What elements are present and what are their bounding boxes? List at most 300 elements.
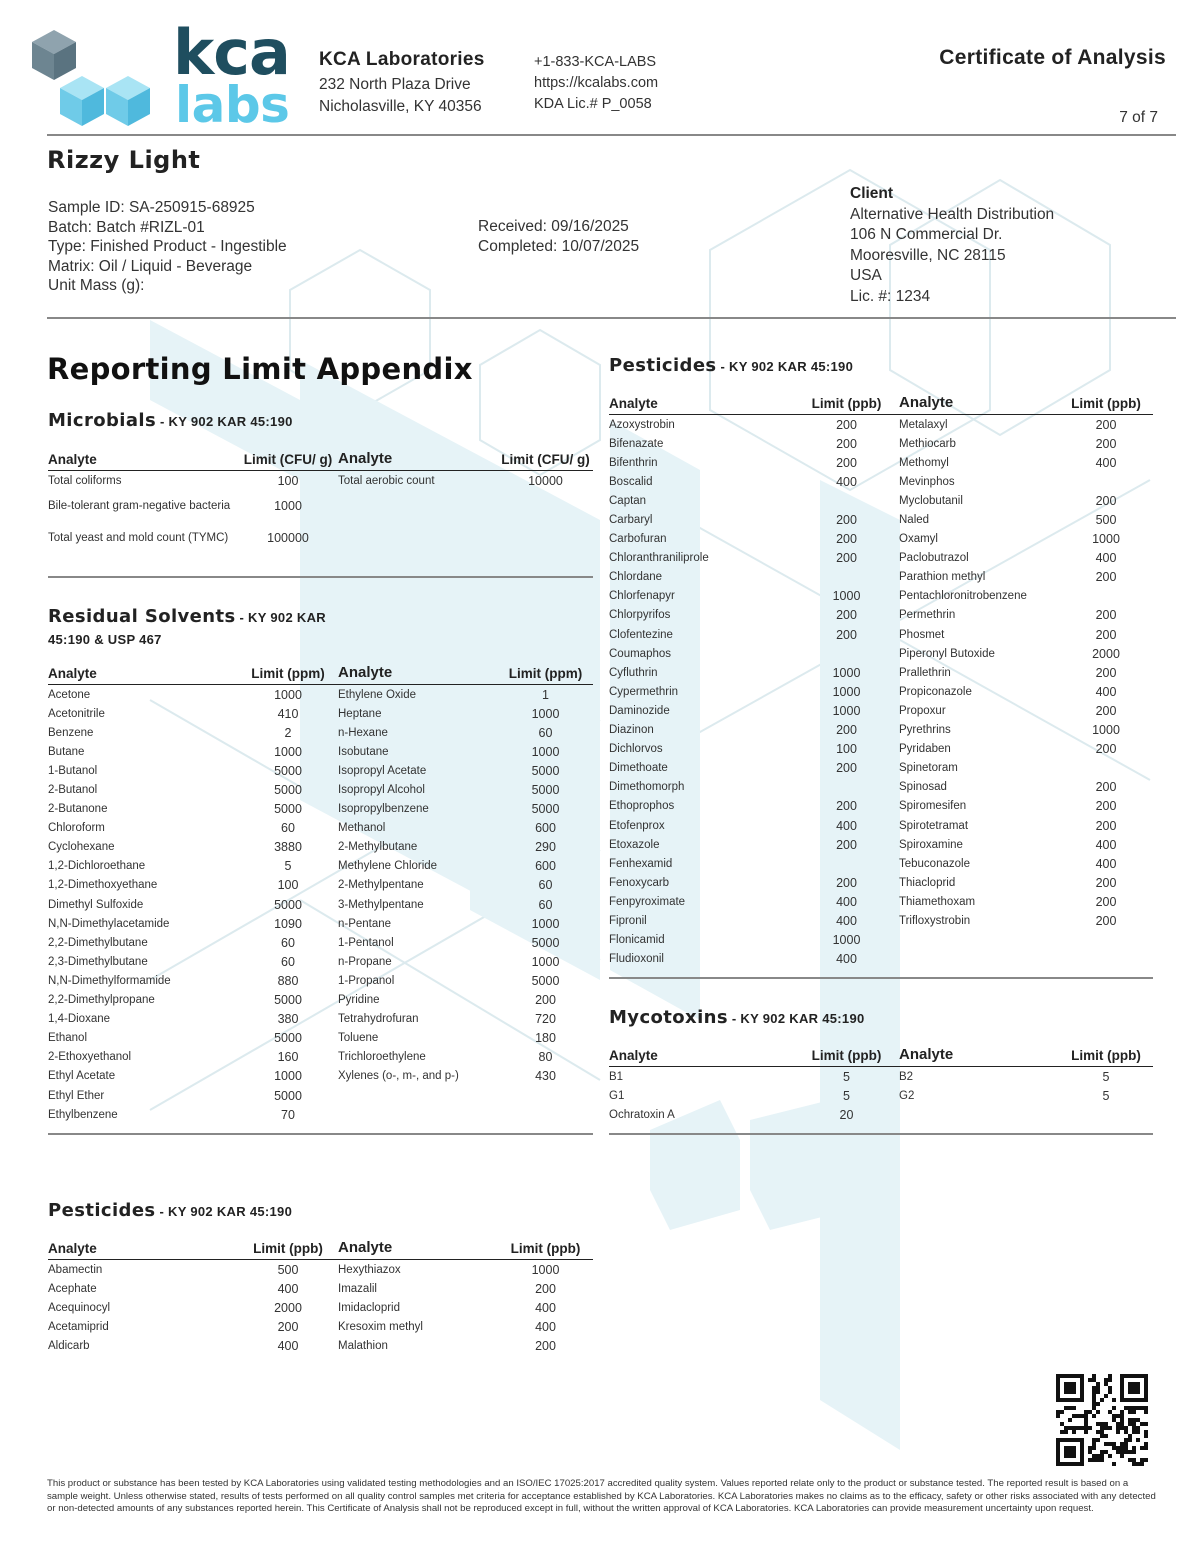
table-row bbox=[609, 491, 1153, 510]
limit-cell: 5000 bbox=[531, 802, 560, 817]
limit-cell bbox=[794, 644, 899, 663]
col-analyte: Analyte bbox=[338, 664, 498, 685]
limit-cell: 1000 bbox=[1092, 723, 1120, 738]
limit-cell: 1000 bbox=[531, 706, 560, 721]
limit-cell: 200 bbox=[836, 532, 857, 547]
header-divider bbox=[47, 134, 1176, 136]
limit-cell: 200 bbox=[836, 875, 857, 890]
client-street: 106 N Commercial Dr. bbox=[850, 226, 1003, 243]
analyte-cell: Xylenes (o-, m-, and p-) bbox=[338, 1070, 459, 1083]
table-row bbox=[48, 1048, 593, 1067]
analyte-cell: Fenpyroximate bbox=[609, 895, 686, 908]
limit-cell: 70 bbox=[281, 1107, 295, 1122]
pesticides-left-title: Pesticides bbox=[48, 1200, 156, 1221]
table-row bbox=[48, 991, 593, 1010]
analyte-cell: Chloroform bbox=[48, 822, 105, 835]
limit-cell bbox=[498, 1086, 593, 1105]
limit-cell: 5000 bbox=[531, 973, 560, 988]
col-limit: Limit (ppb) bbox=[794, 1046, 899, 1067]
table-row bbox=[609, 1105, 1153, 1124]
lab-phone: +1-833-KCA-LABS bbox=[534, 54, 657, 70]
limit-cell: 5000 bbox=[274, 763, 302, 778]
limit-cell: 400 bbox=[1095, 837, 1117, 852]
pesticides-left-heading bbox=[48, 1200, 292, 1221]
limit-cell: 5 bbox=[1102, 1069, 1110, 1084]
client-block bbox=[850, 184, 1054, 307]
table-row bbox=[48, 685, 593, 705]
analyte-cell: Dimethomorph bbox=[609, 781, 685, 794]
analyte-cell: Paclobutrazol bbox=[899, 552, 969, 565]
table-row bbox=[48, 857, 593, 876]
lab-name: KCA Laboratories bbox=[319, 49, 485, 70]
analyte-cell: Propiconazole bbox=[899, 685, 972, 698]
limit-cell: 5000 bbox=[274, 897, 302, 912]
limit-cell: 5000 bbox=[531, 935, 560, 950]
analyte-cell: Carbaryl bbox=[609, 514, 653, 527]
analyte-cell: Cyfluthrin bbox=[609, 666, 658, 679]
table-row bbox=[48, 895, 593, 914]
limit-cell: 400 bbox=[1095, 551, 1117, 566]
analyte-cell: Pyridaben bbox=[899, 743, 951, 756]
limit-cell bbox=[498, 522, 593, 554]
analyte-cell: Dichlorvos bbox=[609, 743, 663, 756]
analyte-cell: Pyrethrins bbox=[899, 724, 951, 737]
limit-cell: 1000 bbox=[1092, 532, 1120, 547]
table-row bbox=[609, 606, 1153, 625]
limit-cell: 200 bbox=[535, 993, 556, 1008]
table-row bbox=[48, 838, 593, 857]
limit-cell: 200 bbox=[1095, 436, 1117, 451]
analyte-cell: 3-Methylpentane bbox=[338, 898, 424, 911]
analyte-cell: 2-Ethoxyethanol bbox=[48, 1051, 132, 1064]
microbials-title: Microbials bbox=[48, 410, 157, 431]
limit-cell: 1000 bbox=[832, 589, 861, 604]
table-row bbox=[609, 835, 1153, 854]
limit-cell: 880 bbox=[277, 973, 299, 988]
analyte-cell: Pentachloronitrobenzene bbox=[899, 590, 1027, 603]
limit-cell: 400 bbox=[836, 913, 857, 928]
analyte-cell: Etoxazole bbox=[609, 838, 660, 851]
limit-cell bbox=[794, 568, 899, 587]
limit-cell: 400 bbox=[1095, 684, 1117, 699]
table-row bbox=[609, 453, 1153, 472]
limit-cell: 60 bbox=[281, 954, 295, 969]
limit-cell: 400 bbox=[836, 894, 857, 909]
col-limit: Limit (ppm) bbox=[498, 664, 593, 685]
analyte-cell: Chlorpyrifos bbox=[609, 609, 671, 622]
table-row bbox=[48, 522, 593, 554]
limit-cell: 200 bbox=[535, 1338, 556, 1353]
solvents-title: Residual Solvents bbox=[48, 606, 236, 627]
product-name: Rizzy Light bbox=[47, 146, 201, 174]
limit-cell: 400 bbox=[1095, 856, 1117, 871]
section-divider bbox=[48, 1133, 593, 1135]
analyte-cell: 2,2-Dimethylpropane bbox=[48, 994, 155, 1007]
limit-cell: 5000 bbox=[274, 1031, 302, 1046]
analyte-cell: 1-Pentanol bbox=[338, 936, 394, 949]
table-row bbox=[48, 1279, 593, 1298]
analyte-cell: Trichloroethylene bbox=[338, 1051, 426, 1064]
analyte-cell: Isopropyl Alcohol bbox=[338, 784, 425, 797]
limit-cell: 1000 bbox=[531, 954, 560, 969]
analyte-cell: 2,3-Dimethylbutane bbox=[48, 955, 148, 968]
table-row bbox=[48, 1105, 593, 1124]
analyte-cell: Flonicamid bbox=[609, 934, 665, 947]
table-row bbox=[48, 742, 593, 761]
product-info bbox=[48, 198, 287, 296]
table-row bbox=[609, 816, 1153, 835]
analyte-cell bbox=[338, 522, 498, 554]
limit-cell: 200 bbox=[836, 436, 857, 451]
solvents-heading bbox=[48, 606, 326, 651]
table-row bbox=[609, 1086, 1153, 1105]
limit-cell: 1000 bbox=[274, 744, 302, 759]
pesticides-right-method: - KY 902 KAR 45:190 bbox=[716, 359, 854, 374]
analyte-cell bbox=[899, 950, 1059, 969]
limit-cell bbox=[794, 491, 899, 510]
limit-cell: 1000 bbox=[531, 744, 560, 759]
table-row bbox=[48, 761, 593, 780]
lab-website[interactable]: https://kcalabs.com bbox=[534, 75, 659, 91]
analyte-cell: Thiamethoxam bbox=[899, 895, 976, 908]
limit-cell: 5 bbox=[1102, 1088, 1110, 1103]
analyte-cell: Fenoxycarb bbox=[609, 876, 670, 889]
limit-cell: 5 bbox=[284, 859, 292, 874]
limit-cell: 200 bbox=[1095, 799, 1117, 814]
table-row bbox=[48, 490, 593, 522]
table-row bbox=[609, 549, 1153, 568]
limit-cell: 400 bbox=[277, 1338, 299, 1353]
limit-cell: 5000 bbox=[531, 763, 560, 778]
limit-cell: 200 bbox=[836, 761, 857, 776]
table-row bbox=[48, 800, 593, 819]
limit-cell: 5000 bbox=[274, 802, 302, 817]
limit-cell: 720 bbox=[535, 1012, 556, 1027]
table-row bbox=[609, 625, 1153, 644]
limit-cell: 410 bbox=[277, 706, 299, 721]
analyte-cell: Permethrin bbox=[899, 609, 956, 622]
limit-cell: 500 bbox=[277, 1262, 299, 1277]
limit-cell: 600 bbox=[535, 821, 556, 836]
limit-cell: 5 bbox=[843, 1069, 850, 1084]
lab-address-2: Nicholasville, KY 40356 bbox=[319, 98, 482, 115]
table-row bbox=[609, 721, 1153, 740]
disclaimer: This product or substance has been tested by KCA Laboratories using validated testing methodologies and an ISO/IEC 17025:2017 accredited quality system. Values reported relate only to the product or substance tested. The reported result is based on a sample weight. Unless otherwise stated, results of tests performed on all quality control samples met criteria for acceptance established by KCA Laboratories. KCA Laboratories makes no claims as to the efficacy, safety or other risks associated with any detected or non-detected amounts of any substances reported herein. This Certificate of Analysis shall not be reproduced except in full, without the written approval of KCA Laboratories. KCA Laboratories can provide measurement uncertainty upon request. bbox=[47, 1478, 1156, 1514]
limit-cell: 200 bbox=[836, 513, 857, 528]
qr-code[interactable] bbox=[1056, 1374, 1148, 1466]
mycotoxins-heading bbox=[609, 1007, 865, 1028]
analyte-cell: Clofentezine bbox=[609, 628, 673, 641]
pesticides-left-table bbox=[48, 1239, 593, 1355]
analyte-cell bbox=[338, 490, 498, 522]
analyte-cell: Coumaphos bbox=[609, 647, 672, 660]
col-limit: Limit (ppb) bbox=[1059, 394, 1153, 415]
analyte-cell: Ethylbenzene bbox=[48, 1108, 118, 1121]
table-row bbox=[609, 854, 1153, 873]
analyte-cell: Total yeast and mold count (TYMC) bbox=[48, 531, 229, 544]
matrix: Matrix: Oil / Liquid - Beverage bbox=[48, 257, 253, 275]
limit-cell: 200 bbox=[1095, 894, 1117, 909]
solvents-method: - KY 902 KAR bbox=[235, 610, 326, 625]
table-row bbox=[609, 778, 1153, 797]
limit-cell: 200 bbox=[836, 723, 857, 738]
limit-cell: 100 bbox=[836, 742, 857, 757]
analyte-cell: 2-Methylbutane bbox=[338, 841, 418, 854]
analyte-cell: Cypermethrin bbox=[609, 685, 679, 698]
table-row bbox=[48, 971, 593, 990]
limit-cell: 200 bbox=[535, 1281, 556, 1296]
limit-cell: 2000 bbox=[1092, 646, 1120, 661]
limit-cell: 200 bbox=[1095, 742, 1117, 757]
limit-cell bbox=[498, 1105, 593, 1124]
analyte-cell: Diazinon bbox=[609, 724, 654, 737]
analyte-cell: Kresoxim methyl bbox=[338, 1320, 423, 1333]
appendix-title: Reporting Limit Appendix bbox=[47, 352, 473, 386]
limit-cell: 200 bbox=[1095, 665, 1117, 680]
analyte-cell: Imazalil bbox=[338, 1282, 377, 1295]
limit-cell: 200 bbox=[1095, 780, 1117, 795]
client-country: USA bbox=[850, 267, 882, 284]
analyte-cell: Ethyl Ether bbox=[48, 1089, 105, 1102]
table-row bbox=[609, 950, 1153, 969]
analyte-cell: n-Propane bbox=[338, 955, 392, 968]
limit-cell: 200 bbox=[1095, 875, 1117, 890]
mycotoxins-table bbox=[609, 1046, 1153, 1124]
table-row bbox=[48, 876, 593, 895]
col-limit: Limit (ppb) bbox=[238, 1239, 338, 1260]
logo-text-labs: labs bbox=[175, 76, 290, 134]
limit-cell: 5000 bbox=[274, 993, 302, 1008]
analyte-cell: Ethylene Oxide bbox=[338, 688, 416, 701]
analyte-cell: Tetrahydrofuran bbox=[338, 1013, 419, 1026]
solvents-table bbox=[48, 664, 593, 1124]
table-row bbox=[609, 892, 1153, 911]
table-row bbox=[48, 704, 593, 723]
client-city: Mooresville, NC 28115 bbox=[850, 246, 1006, 264]
analyte-cell: G1 bbox=[609, 1089, 625, 1102]
analyte-cell: Total coliforms bbox=[48, 474, 122, 487]
analyte-cell: Bifenthrin bbox=[609, 456, 658, 469]
limit-cell bbox=[1059, 759, 1153, 778]
limit-cell: 200 bbox=[836, 837, 857, 852]
analyte-cell: Isobutane bbox=[338, 745, 389, 758]
limit-cell: 1000 bbox=[274, 1069, 302, 1084]
limit-cell: 200 bbox=[1095, 570, 1117, 585]
pesticides-left-method: - KY 902 KAR 45:190 bbox=[155, 1204, 293, 1219]
limit-cell: 20 bbox=[839, 1107, 854, 1122]
col-analyte: Analyte bbox=[48, 1239, 238, 1260]
analyte-cell: Ochratoxin A bbox=[609, 1108, 675, 1121]
analyte-cell: Spiromesifen bbox=[899, 800, 967, 813]
limit-cell bbox=[498, 490, 593, 522]
document-title: Certificate of Analysis bbox=[939, 46, 1166, 69]
analyte-cell: 1-Propanol bbox=[338, 974, 395, 987]
col-limit: Limit (CFU/ g) bbox=[498, 450, 593, 471]
table-row bbox=[609, 931, 1153, 950]
limit-cell: 1000 bbox=[274, 687, 302, 702]
limit-cell: 1 bbox=[542, 687, 549, 702]
logo-text-kca: kca bbox=[173, 16, 290, 89]
dates bbox=[478, 217, 639, 256]
table-row bbox=[48, 819, 593, 838]
limit-cell: 100000 bbox=[267, 530, 309, 545]
solvents-method-2: 45:190 & USP 467 bbox=[48, 632, 162, 647]
limit-cell: 200 bbox=[1095, 417, 1117, 432]
analyte-cell: 2-Methylpentane bbox=[338, 879, 424, 892]
table-row bbox=[48, 780, 593, 799]
analyte-cell: 2-Butanone bbox=[48, 803, 108, 816]
analyte-cell: Chloranthraniliprole bbox=[609, 552, 709, 565]
analyte-cell: Metalaxyl bbox=[899, 418, 948, 431]
limit-cell: 200 bbox=[836, 455, 857, 470]
table-row bbox=[48, 471, 593, 491]
analyte-cell: Ethyl Acetate bbox=[48, 1070, 116, 1083]
analyte-cell: Captan bbox=[609, 494, 647, 507]
analyte-cell: Chlorfenapyr bbox=[609, 590, 675, 603]
table-row bbox=[48, 1336, 593, 1355]
section-divider bbox=[609, 977, 1153, 979]
analyte-cell: Ethoprophos bbox=[609, 800, 675, 813]
table-row bbox=[609, 644, 1153, 663]
table-row bbox=[609, 472, 1153, 491]
col-analyte: Analyte bbox=[609, 1046, 794, 1067]
unit-mass: Unit Mass (g): bbox=[48, 277, 145, 294]
col-analyte: Analyte bbox=[609, 394, 794, 415]
analyte-cell: Pyridine bbox=[338, 994, 380, 1007]
limit-cell: 200 bbox=[1095, 627, 1117, 642]
analyte-cell: Isopropyl Acetate bbox=[338, 764, 427, 777]
analyte-cell: 2,2-Dimethylbutane bbox=[48, 936, 148, 949]
analyte-cell: Toluene bbox=[338, 1032, 379, 1045]
limit-cell: 60 bbox=[538, 725, 553, 740]
analyte-cell: Ethanol bbox=[48, 1032, 88, 1045]
table-row bbox=[609, 740, 1153, 759]
limit-cell: 200 bbox=[1095, 818, 1117, 833]
table-row bbox=[48, 1067, 593, 1086]
analyte-cell: Imidacloprid bbox=[338, 1301, 400, 1314]
analyte-cell: N,N-Dimethylacetamide bbox=[48, 917, 170, 930]
analyte-cell: Methylene Chloride bbox=[338, 860, 438, 873]
col-limit: Limit (ppb) bbox=[1059, 1046, 1153, 1067]
analyte-cell bbox=[338, 1086, 498, 1105]
analyte-cell: Hexythiazox bbox=[338, 1263, 401, 1276]
section-divider bbox=[609, 1133, 1153, 1135]
limit-cell: 400 bbox=[836, 474, 857, 489]
limit-cell: 5000 bbox=[531, 783, 560, 798]
col-analyte: Analyte bbox=[899, 394, 1059, 415]
analyte-cell: 1,4-Dioxane bbox=[48, 1013, 111, 1026]
analyte-cell: Heptane bbox=[338, 707, 382, 720]
analyte-cell: Abamectin bbox=[48, 1263, 103, 1276]
analyte-cell: Boscalid bbox=[609, 475, 653, 488]
limit-cell: 200 bbox=[1095, 703, 1117, 718]
analyte-cell: Fenhexamid bbox=[609, 857, 673, 870]
analyte-cell: Methomyl bbox=[899, 456, 949, 469]
analyte-cell: Prallethrin bbox=[899, 666, 951, 679]
limit-cell bbox=[1059, 472, 1153, 491]
table-row bbox=[609, 415, 1153, 435]
table-row bbox=[48, 914, 593, 933]
table-row bbox=[609, 759, 1153, 778]
limit-cell bbox=[1059, 931, 1153, 950]
col-limit: Limit (CFU/ g) bbox=[238, 450, 338, 471]
analyte-cell: Bifenazate bbox=[609, 437, 664, 450]
analyte-cell: Isopropylbenzene bbox=[338, 803, 429, 816]
limit-cell: 160 bbox=[277, 1050, 299, 1065]
analyte-cell: N,N-Dimethylformamide bbox=[48, 974, 171, 987]
table-row bbox=[609, 510, 1153, 529]
table-row bbox=[609, 701, 1153, 720]
analyte-cell: n-Pentane bbox=[338, 917, 392, 930]
analyte-cell: Mevinphos bbox=[899, 475, 955, 488]
limit-cell bbox=[1059, 587, 1153, 606]
analyte-cell: Methanol bbox=[338, 822, 386, 835]
analyte-cell bbox=[338, 1105, 498, 1124]
client-name: Alternative Health Distribution bbox=[850, 205, 1055, 223]
page-number: 7 of 7 bbox=[1119, 109, 1158, 126]
analyte-cell: Naled bbox=[899, 514, 930, 527]
analyte-cell: Fipronil bbox=[609, 914, 647, 927]
pesticides-right-title: Pesticides bbox=[609, 355, 717, 376]
table-row bbox=[48, 952, 593, 971]
microbials-method: - KY 902 KAR 45:190 bbox=[156, 414, 293, 429]
section-divider bbox=[48, 576, 593, 578]
analyte-cell bbox=[899, 931, 1059, 950]
analyte-cell: Chlordane bbox=[609, 571, 663, 584]
analyte-cell: Acequinocyl bbox=[48, 1301, 111, 1314]
limit-cell bbox=[794, 854, 899, 873]
analyte-cell: Acetonitrile bbox=[48, 707, 105, 720]
analyte-cell: Aldicarb bbox=[48, 1339, 90, 1352]
limit-cell: 1000 bbox=[531, 1262, 560, 1277]
col-analyte: Analyte bbox=[899, 1046, 1059, 1067]
limit-cell: 400 bbox=[535, 1300, 556, 1315]
analyte-cell: Spinosad bbox=[899, 781, 947, 794]
limit-cell bbox=[1059, 950, 1153, 969]
analyte-cell: Butane bbox=[48, 745, 85, 758]
analyte-cell: G2 bbox=[899, 1089, 915, 1102]
limit-cell: 1000 bbox=[832, 933, 861, 948]
analyte-cell: Tebuconazole bbox=[899, 857, 970, 870]
table-row bbox=[609, 1067, 1153, 1087]
limit-cell bbox=[794, 778, 899, 797]
limit-cell: 1000 bbox=[531, 916, 560, 931]
analyte-cell: Acetamiprid bbox=[48, 1320, 109, 1333]
analyte-cell: 2-Butanol bbox=[48, 784, 98, 797]
analyte-cell: Dimethyl Sulfoxide bbox=[48, 898, 144, 911]
info-divider bbox=[47, 317, 1176, 319]
table-row bbox=[48, 1086, 593, 1105]
limit-cell: 200 bbox=[836, 417, 857, 432]
limit-cell: 60 bbox=[538, 897, 553, 912]
col-limit: Limit (ppb) bbox=[794, 394, 899, 415]
analyte-cell: Spirotetramat bbox=[899, 819, 969, 832]
limit-cell bbox=[1059, 1105, 1153, 1124]
sample-id: Sample ID: SA-250915-68925 bbox=[48, 199, 255, 216]
lab-address-1: 232 North Plaza Drive bbox=[319, 76, 471, 93]
analyte-cell: Phosmet bbox=[899, 628, 945, 641]
table-row bbox=[609, 434, 1153, 453]
limit-cell: 1090 bbox=[274, 916, 302, 931]
table-row bbox=[48, 1317, 593, 1336]
analyte-cell: Benzene bbox=[48, 726, 94, 739]
analyte-cell: Etofenprox bbox=[609, 819, 665, 832]
limit-cell: 200 bbox=[1095, 493, 1117, 508]
batch: Batch: Batch #RIZL-01 bbox=[48, 218, 205, 236]
limit-cell: 400 bbox=[277, 1281, 299, 1296]
analyte-cell: Cyclohexane bbox=[48, 841, 115, 854]
limit-cell: 2000 bbox=[274, 1300, 302, 1315]
